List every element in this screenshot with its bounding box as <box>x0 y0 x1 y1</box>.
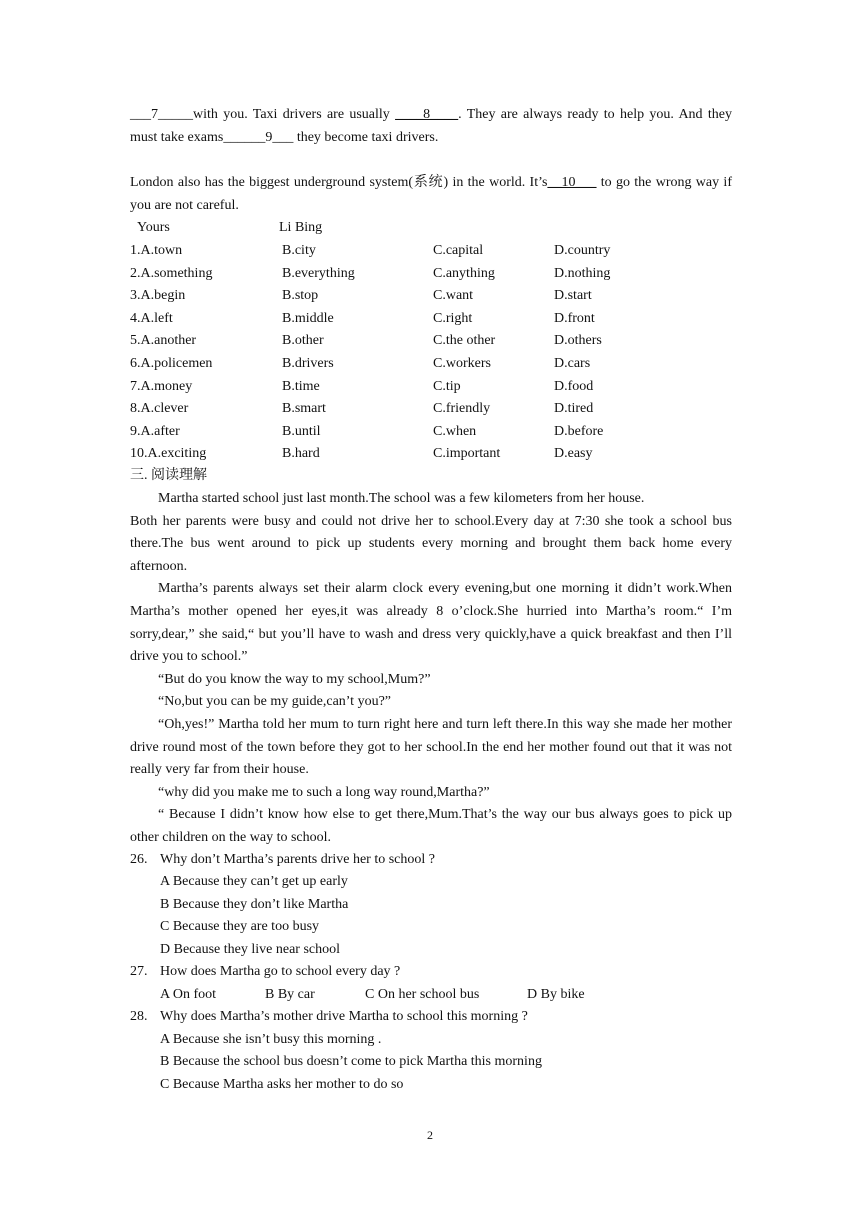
option-row <box>130 421 750 444</box>
choice: C On her school bus <box>365 987 480 1002</box>
page-number: 2 <box>427 1128 433 1142</box>
choice: D Because they live near school <box>160 942 340 957</box>
passage-continuation <box>130 104 732 149</box>
blank-8: ____8____ <box>395 107 459 122</box>
text-segment: _____with you. Taxi drivers are usually <box>158 107 396 122</box>
option-row <box>130 285 750 308</box>
option-choice: C.capital <box>433 243 484 258</box>
question-number: 26. <box>130 852 148 867</box>
option-choice: 1.A.town <box>130 243 183 258</box>
option-choice: B.city <box>282 243 316 258</box>
option-choice: C.workers <box>433 355 491 371</box>
option-choice: C.tip <box>433 378 461 394</box>
passage-paragraph: Both her parents were busy and could not drive her to school.Every day at 7:30 she took a school bus there.The bus went around to pick up students every morning and brought them back home every afternoon. <box>130 513 732 574</box>
option-choice: 2.A.something <box>130 265 213 281</box>
option-choice: D.nothing <box>554 265 611 281</box>
question-27 <box>130 961 732 984</box>
choice: B Because the school bus doesn’t come to pick Martha this morning <box>160 1054 542 1069</box>
choice: A Because they can’t get up early <box>160 874 348 889</box>
question-number: 28. <box>130 1009 148 1024</box>
closing-signature: Li Bing <box>279 220 323 235</box>
option-choice: B.stop <box>282 288 319 304</box>
text-segment: to go the wrong way if you are not careful. <box>130 175 732 213</box>
option-choice: D.food <box>554 378 594 394</box>
option-choice: D.cars <box>554 355 591 371</box>
option-choice: 3.A.begin <box>130 288 186 304</box>
choice: A On foot <box>160 987 216 1002</box>
letter-closing <box>137 217 739 240</box>
option-choice: B.drivers <box>282 355 334 371</box>
option-choice: B.hard <box>282 446 320 462</box>
option-choice: C.friendly <box>433 401 491 417</box>
option-choice: C.want <box>433 288 474 304</box>
question-26 <box>130 849 732 872</box>
option-choice: C.the other <box>433 333 496 349</box>
option-choice: D.before <box>554 423 604 439</box>
reading-passage <box>130 488 732 850</box>
option-choice: D.front <box>554 310 595 326</box>
blank-7: 7 <box>151 107 158 122</box>
blank-10: __10___ <box>547 175 597 190</box>
passage-paragraph: “But do you know the way to my school,Mum?” <box>158 671 431 687</box>
option-choice: B.until <box>282 423 321 439</box>
closing-yours: Yours <box>137 220 170 235</box>
option-row <box>130 330 750 353</box>
choice: B Because they don’t like Martha <box>160 897 349 912</box>
question-text: Why does Martha’s mother drive Martha to school this morning ? <box>160 1009 528 1024</box>
option-choice: 5.A.another <box>130 333 197 349</box>
question-number: 27. <box>130 964 148 979</box>
passage-paragraph: “No,but you can be my guide,can’t you?” <box>158 694 392 710</box>
text-segment: they become taxi drivers. <box>293 129 439 145</box>
option-choice: D.country <box>554 243 611 258</box>
option-choice: 4.A.left <box>130 310 173 326</box>
option-row <box>130 398 750 421</box>
option-choice: D.tired <box>554 401 594 417</box>
option-choice: 8.A.clever <box>130 401 189 417</box>
option-choice: B.everything <box>282 265 355 281</box>
option-row <box>130 443 750 466</box>
passage-line <box>130 104 732 149</box>
passage-paragraph: Martha’s parents always set their alarm clock every evening,but one morning it didn’t work.When Martha’s mother opened her eyes,it was already 8 o’clock.She hurried into Martha’s room.“ I’m sorry,dear,” she said,“ but you’ll have to wash and dress very quickly,have a quick breakfast and then I’ll drive you to school.” <box>130 581 732 665</box>
question-text: Why don’t Martha’s parents drive her to school ? <box>160 852 436 867</box>
passage-paragraph: Martha started school just last month.The school was a few kilometers from her house. <box>158 491 645 506</box>
option-row <box>130 353 750 376</box>
passage-paragraph: “Oh,yes!” Martha told her mum to turn right here and turn left there.In this way she made her mother drive round most of the town before they got to her school.In the end her mother found out that it was not really very far from their house. <box>130 716 732 778</box>
choice: C Because Martha asks her mother to do so <box>160 1077 404 1092</box>
blank-9: ______9___ <box>223 129 294 145</box>
passage-paragraph: “why did you make me to such a long way round,Martha?” <box>158 784 490 800</box>
option-choice: B.time <box>282 378 320 394</box>
question-28 <box>130 1006 732 1029</box>
option-choice: D.start <box>554 288 592 304</box>
choice: A Because she isn’t busy this morning . <box>160 1032 382 1047</box>
option-choice: B.other <box>282 333 324 349</box>
option-choice: 9.A.after <box>130 423 180 439</box>
question-text: How does Martha go to school every day ? <box>160 964 401 979</box>
option-row <box>130 308 750 331</box>
option-choice: 6.A.policemen <box>130 355 213 371</box>
option-choice: C.important <box>433 446 501 462</box>
option-choice: 7.A.money <box>130 378 193 394</box>
blank-7-prefix: ___ <box>130 107 151 122</box>
option-row <box>130 240 750 263</box>
choice: B By car <box>265 987 315 1002</box>
text-segment: . They are always ready to help you. And they must take exams <box>130 107 732 145</box>
option-choice: C.anything <box>433 265 495 281</box>
passage-paragraph-2 <box>130 172 732 217</box>
option-choice: B.middle <box>282 310 334 326</box>
passage-paragraph: “ Because I didn’t know how else to get there,Mum.That’s the way our bus always goes to pick up other children on the way to school. <box>130 807 732 845</box>
option-row <box>130 376 750 399</box>
option-choice: D.easy <box>554 446 593 462</box>
cloze-options <box>130 240 750 466</box>
option-choice: B.smart <box>282 401 326 417</box>
option-choice: D.others <box>554 333 602 349</box>
choice: D By bike <box>527 987 585 1002</box>
option-choice: 10.A.exciting <box>130 446 207 462</box>
section-heading: 三. 阅读理解 <box>130 468 207 483</box>
option-row <box>130 263 750 286</box>
option-choice: C.right <box>433 310 473 326</box>
option-choice: C.when <box>433 423 477 439</box>
choice: C Because they are too busy <box>160 919 320 934</box>
text-segment: London also has the biggest underground system(系统) in the world. It’s <box>130 175 548 190</box>
